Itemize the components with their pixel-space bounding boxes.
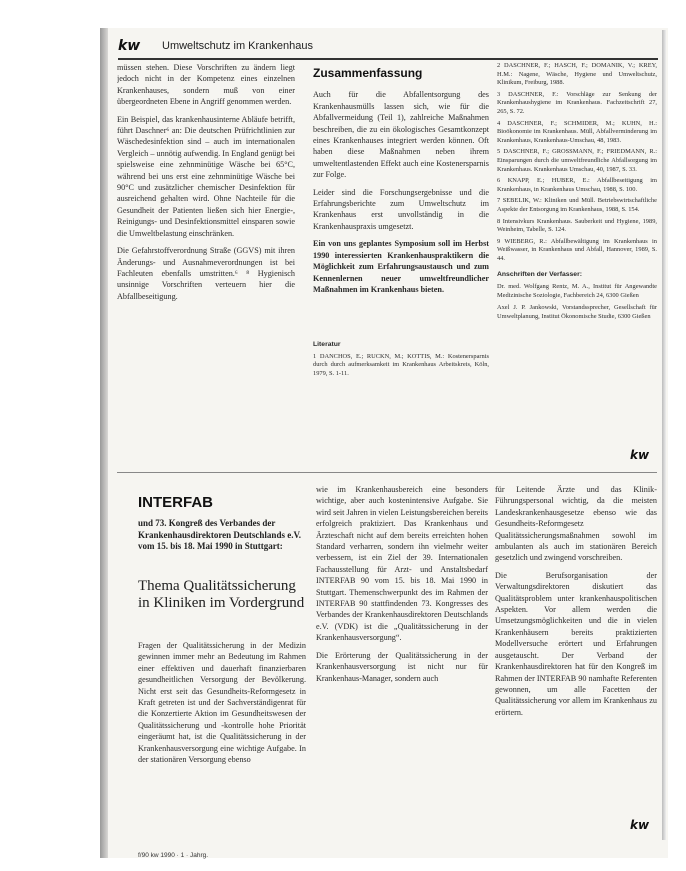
paragraph: müssen stehen. Diese Vorschriften zu ändern liegt jedoch nicht in der Kompetenz eines einzelnen Krankenhauses, sondern muß von einer übergeordneten Ebene in Angriff genommen werden.: [117, 63, 295, 107]
kw-logo-small: kw: [630, 448, 650, 462]
paragraph: Die Erörterung der Qualitätssicherung in der Krankenhausversorgung ist nicht nur für Krankenhaus-Manager, sondern auch: [316, 650, 488, 683]
page-footer: f/90 kw 1990 · 1 · Jahrg.: [138, 852, 209, 859]
reference-item: 8 Intensivkurs Krankenhaus. Sauberkeit und Hygiene, 1989, Weinheim, Tabelle, S. 124.: [497, 217, 657, 234]
article-subhead: und 73. Kongreß des Verbandes der Krankenhausdirektoren Deutschlands e.V. vom 15. bis 18. Mai 1990 in Stuttgart:: [138, 518, 302, 551]
reference-item: 3 DASCHNER, F.: Vorschläge zur Senkung der Krankenhaushygiene im Krankenhaus. Fachzeitschrift 27, 265, S. 72.: [497, 90, 657, 115]
paragraph: Leider sind die Forschungsergebnisse und die Erfahrungsberichte zum Umweltschutz im Krankenhaus erst unvollständig in die Krankenhauspraxis umgesetzt.: [313, 187, 489, 231]
kw-logo: kw: [118, 38, 141, 54]
reference-item: 9 WIEBERG, R.: Abfallbewältigung im Krankenhaus in Weißwasser, in Krankenhaus und Abfall, Hannover, 1989, S. 44.: [497, 237, 657, 262]
upper-column-2: [313, 62, 489, 462]
summary-heading: Zusammenfassung: [313, 66, 423, 80]
reference-item: 1 DANCHOS, E.; RUCKN, M.; KOTTIS, M.: Kostenersparnis durch durch aufmerksamkeit im Krankenhaus Arbeitskreis, Köln, 1979, S. 1-11.: [313, 352, 489, 377]
paragraph: wie im Krankenhausbereich eine besonders wichtige, aber auch kostenintensive Aufgabe. Sie wird seit Jahren in vielen Leistungsbereichen bereits erfolgreich praktiziert. Das Krankenhaus und Ärzteschaft nicht auf dem bereits erreichten hohen Standard verharren, sondern ihn vielmehr weiter verbessern, ist ein Ziel der 39. Internationalen Fachausstellung für Arzt- und Anstaltsbedarf INTERFAB 90 vom 15. bis 18. Mai 1990 in Stuttgart. Themenschwerpunkt des im Rahmen der INTERFAB 90 stattfindenden 73. Kongresses des Verbandes der Krankenhausdirektoren Deutschlands e.V. (VDK) ist die „Qualitätssicherung in der Krankenhausversorgung“.: [316, 485, 488, 643]
kw-logo-small: kw: [630, 818, 650, 832]
lower-column-3: [495, 484, 657, 814]
reference-item: 2 DASCHNER, F.; HASCH, F.; DOMANIK, V.; KREY, H.M.: Nagene, Wäsche, Hygiene und Umweltschutz, Klinikum, Freiburg, 1988.: [497, 62, 657, 87]
section-divider: [117, 472, 657, 473]
paragraph: Die Berufsorganisation der Verwaltungsdirektoren diskutiert das Qualitätsproblem unter krankenhauspolitischen Aspekten. Vor allem werden die Umsetzungsmöglichkeiten und die in vielen Krankenhäusern bereits praktizierten Modellversuche erörtert und Erfahrungen ausgetauscht. Der Verband der Krankenhausdirektoren hat für den Kongreß im Rahmen der INTERFAB 90 namhafte Referenten gewonnen, um alle Facetten der Qualitätssicherung vor allem im Krankenhaus zu erörtern.: [495, 570, 657, 717]
interfab-heading: INTERFAB: [138, 494, 213, 511]
paragraph-bold: Ein von uns geplantes Symposium soll im Herbst 1990 interessierten Krankenhauspraktikern die Möglichkeit zum Erfahrungsaustausch und zum Kennenlernen neuer umweltfreundlicher Maßnahmen im Krankenhaus bieten.: [313, 239, 489, 294]
reference-item: 7 SEBELIK, W.: Kliniken und Müll. Betriebswirtschaftliche Aspekte der Entsorgung im Krankenhaus, 1988, S. 154.: [497, 197, 657, 213]
reference-item: 6 KNAPP, E.; HUBER, E.: Abfallbeseitigung im Krankenhaus, in Krankenhaus Umschau, 1988, S. 100.: [497, 177, 657, 193]
paragraph: Fragen der Qualitätssicherung in der Medizin gewinnen immer mehr an Bedeutung im Rahmen einer effektiven und dauerhaft finanzierbaren gesundheitlichen Versorgung der Bevölkerung. Nicht erst seit das Gesundheits-Reformgesetz in Kraft getreten ist und der Sachverständigenrat für die Konzertierte Aktion im Gesundheitswesen der Qualitätssicherung und -kontrolle hohe Priorität eingeräumt hat, ist die Qualitätssicherung in der Krankenhausversorgung eine wichtige Aufgabe. In der stationären Versorgung ebenso: [138, 641, 306, 765]
lower-column-2: [316, 484, 488, 846]
authors-address-title: Anschriften der Verfasser:: [497, 271, 582, 279]
paragraph: für Leitende Ärzte und das Klinik-Führungspersonal wichtig, da die meisten Landeskrankenhausgesetze ebenso wie das Gesundheits-Reformgesetz Qualitätssicherungsmaßnahmen sowohl im ambulanten als auch im stationären Bereich gesetzlich und zwingend vorschreiben.: [495, 485, 657, 563]
paragraph: Ein Beispiel, das krankenhausinterne Abläufe betrifft, führt Daschner⁶ an: Die deutschen Prüfrichtlinien zur Wäschedesinfektion sind – auch im internationalen Vergleich – unnötig aufwendig. In England genügt bei spielsweise eine zehnminütige Wäsche bei 65°C, während bei uns erst eine zehnminütige Wäsche bei 90°C und zusätzlicher chemischer Desinfektion für ausreichend gehalten wird. Ohne Nachteile für die Gesundheit der Patienten ließen sich hier Energie-, Reinigungs- und Desinfektionsmittel einsparen sowie die Umweltbelastung einschränken.: [117, 114, 295, 238]
page-edge: [662, 30, 666, 840]
paragraph: Die Gefahrstoffverordnung Straße (GGVS) mit ihren Änderungs- und Ausnahmeverordnungen ist bei Fachleuten ebenfalls umstritten.⁶ ⁸ Hygienisch unsinnige Vorschriften verteuern hier die Abfallbeseitigung.: [117, 246, 295, 301]
author-address: Dr. med. Wolfgang Rentz, M. A., Institut für Angewandte Medizinische Soziologie, Fachbereich 24, 6300 Gießen: [497, 283, 657, 299]
reference-item: 5 DASCHNER, F.; GROSSMANN, F.; FRIEDMANN, R.: Einsparungen durch die umweltfreundliche Abfallsorgung im Krankenhaus. Krankenhaus Umschau, 40, 1987, S. 33.: [497, 148, 657, 173]
paragraph: Auch für die Abfallentsorgung des Krankenhausmülls lassen sich, wie für die Abfallvermeidung (Teil 1), zahlreiche Maßnahmen beschreiben, die zu ein ökologisches Gesamtkonzept eines Krankenhauses integriert werden können. Oft haben diese Maßnahmen neben ihrem umweltentlastenden Effekt auch eine Kostenersparnis zur Folge.: [313, 90, 489, 180]
section-title: Umweltschutz im Krankenhaus: [162, 40, 314, 52]
upper-column-3-references: [497, 62, 657, 462]
upper-column-1: [117, 62, 295, 460]
lower-column-1: [138, 640, 306, 846]
article-title: Thema Qualitätssicherung in Kliniken im Vordergrund: [138, 578, 305, 611]
reference-item: 4 DASCHNER, F.; SCHMIDER, M.; KUHN, H.: Bioökonomie im Krankenhaus. Müll, Abfallverminderung im Krankenhaus, Krankenhaus-Umschau, 48, 1983.: [497, 119, 657, 144]
author-address: Axel J. P. Jankowski, Vorstandssprecher, Gesellschaft für Umweltplanung, Institut Ökonomische Studie, 6300 Gießen: [497, 304, 657, 320]
references-label: Literatur: [313, 341, 341, 349]
